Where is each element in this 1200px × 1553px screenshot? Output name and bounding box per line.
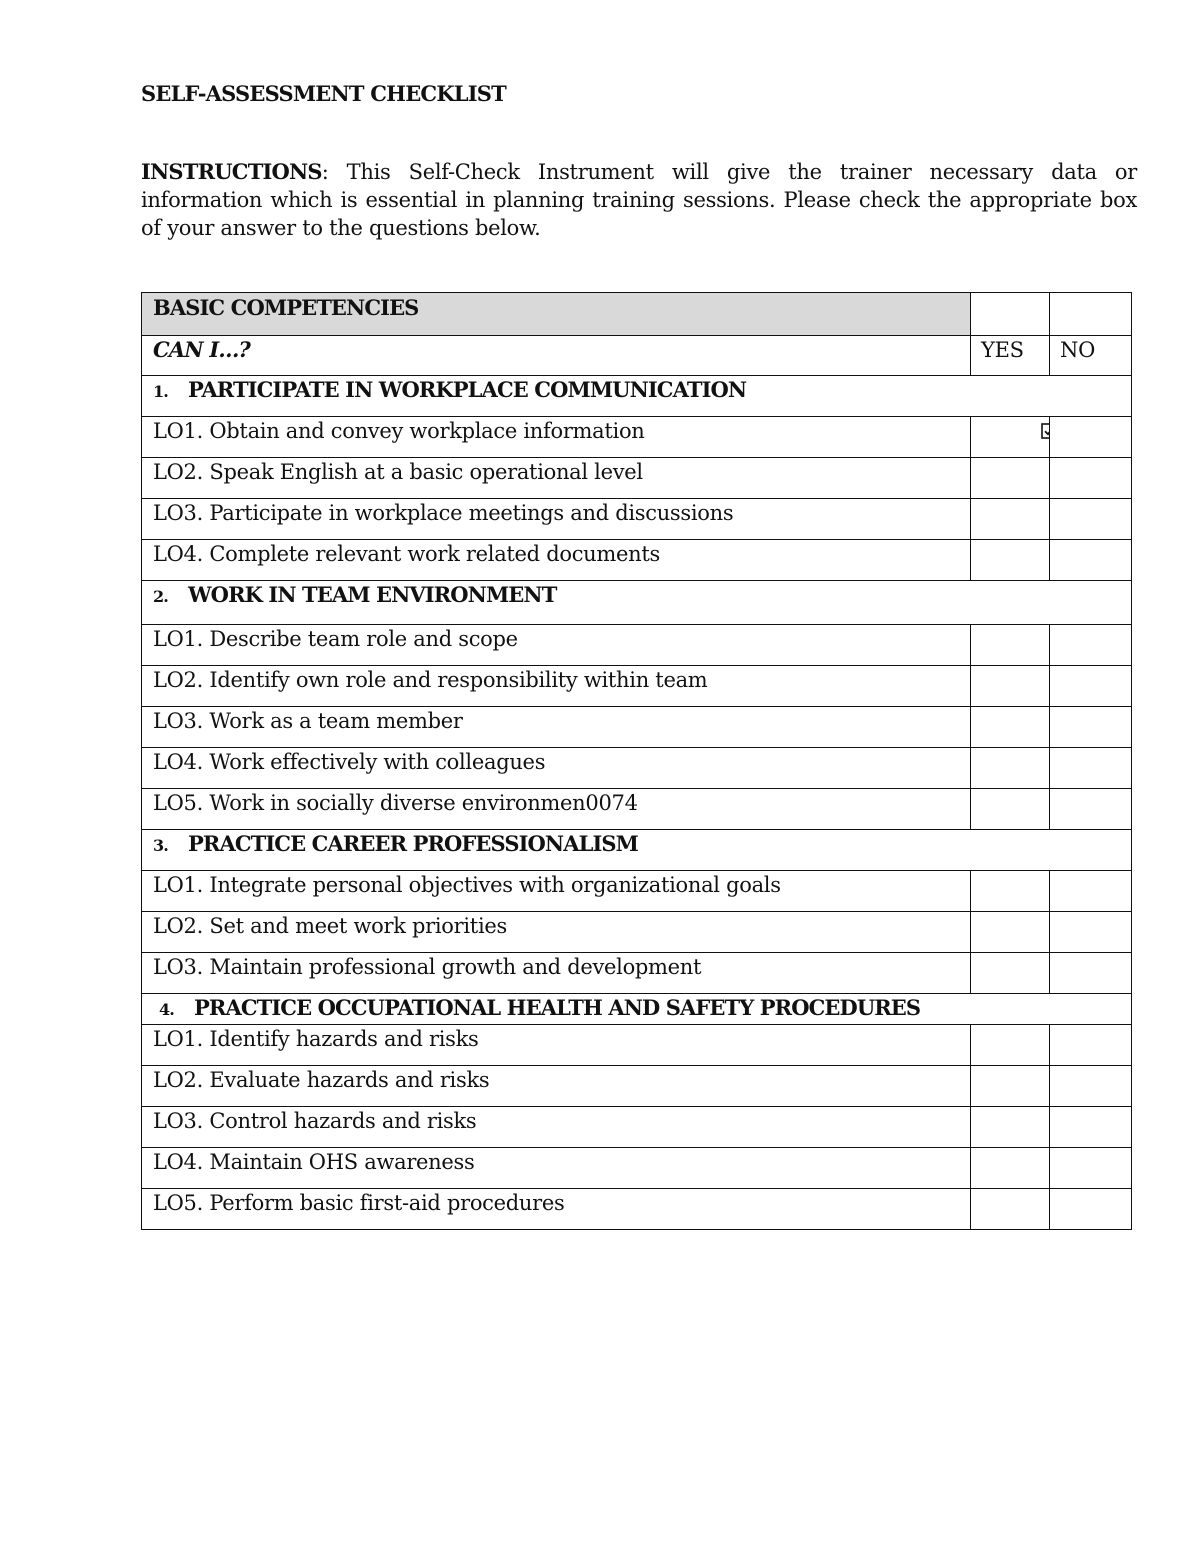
table-row — [142, 707, 1132, 748]
section-2-title-cell — [142, 581, 1132, 625]
header-no-blank-cell — [1050, 293, 1132, 336]
item-label: LO3. Control hazards and risks — [142, 1107, 971, 1148]
no-checkbox-cell[interactable] — [1050, 1025, 1132, 1066]
table-row — [142, 499, 1132, 540]
item-label: LO3. Work as a team member — [142, 707, 971, 748]
self-assessment-table — [141, 292, 1132, 1230]
item-label: LO5. Work in socially diverse environmen0074 — [142, 789, 971, 830]
section-row — [142, 830, 1132, 871]
no-checkbox-cell[interactable] — [1050, 912, 1132, 953]
checked-checkbox-icon[interactable] — [1041, 423, 1050, 439]
section-number: 3. — [153, 836, 168, 855]
no-checkbox-cell[interactable] — [1050, 417, 1132, 458]
item-label: LO3. Maintain professional growth and development — [142, 953, 971, 994]
item-label: LO1. Describe team role and scope — [142, 625, 971, 666]
item-label: LO1. Obtain and convey workplace information — [142, 417, 971, 458]
yes-checkbox-cell[interactable] — [971, 789, 1050, 830]
yes-checkbox-cell[interactable] — [971, 1025, 1050, 1066]
item-label: LO1. Integrate personal objectives with organizational goals — [142, 871, 971, 912]
item-label: LO3. Participate in workplace meetings and discussions — [142, 499, 971, 540]
yes-checkbox-cell[interactable] — [971, 1189, 1050, 1230]
item-label: LO4. Complete relevant work related documents — [142, 540, 971, 581]
yes-checkbox-cell[interactable] — [971, 499, 1050, 540]
section-4-title-cell — [142, 994, 1132, 1025]
table-row — [142, 417, 1132, 458]
instructions-text: : This Self-Check Instrument will give the trainer necessary data or information which is essential in planning training sessions. Please check the appropriate box of your answer to the questions below. — [141, 160, 1137, 240]
no-checkbox-cell[interactable] — [1050, 707, 1132, 748]
yes-checkbox-cell[interactable] — [971, 953, 1050, 994]
item-label: LO4. Maintain OHS awareness — [142, 1148, 971, 1189]
table-row — [142, 1107, 1132, 1148]
yes-checkbox-cell[interactable] — [971, 1148, 1050, 1189]
no-column-label: NO — [1050, 336, 1132, 376]
yes-checkbox-cell[interactable] — [971, 707, 1050, 748]
can-i-row — [142, 336, 1132, 376]
no-checkbox-cell[interactable] — [1050, 540, 1132, 581]
table-row — [142, 540, 1132, 581]
yes-checkbox-cell[interactable] — [971, 912, 1050, 953]
no-checkbox-cell[interactable] — [1050, 625, 1132, 666]
no-checkbox-cell[interactable] — [1050, 458, 1132, 499]
yes-checkbox-cell[interactable] — [971, 625, 1050, 666]
no-checkbox-cell[interactable] — [1050, 1148, 1132, 1189]
table-row — [142, 912, 1132, 953]
yes-checkbox-cell[interactable] — [971, 748, 1050, 789]
yes-checkbox-cell[interactable] — [971, 871, 1050, 912]
item-label: LO1. Identify hazards and risks — [142, 1025, 971, 1066]
section-row — [142, 994, 1132, 1025]
yes-checkbox-cell[interactable] — [971, 1066, 1050, 1107]
instructions-lead: INSTRUCTIONS — [141, 159, 322, 184]
table-row — [142, 789, 1132, 830]
no-checkbox-cell[interactable] — [1050, 953, 1132, 994]
section-1-title-cell — [142, 376, 1132, 417]
no-checkbox-cell[interactable] — [1050, 1107, 1132, 1148]
item-label: LO2. Set and meet work priorities — [142, 912, 971, 953]
table-row — [142, 458, 1132, 499]
table-row — [142, 625, 1132, 666]
no-checkbox-cell[interactable] — [1050, 871, 1132, 912]
section-title: PRACTICE CAREER PROFESSIONALISM — [188, 831, 638, 856]
no-checkbox-cell[interactable] — [1050, 789, 1132, 830]
no-checkbox-cell[interactable] — [1050, 1189, 1132, 1230]
table-row — [142, 748, 1132, 789]
section-number: 4. — [159, 1000, 174, 1019]
table-row — [142, 953, 1132, 994]
section-title: PRACTICE OCCUPATIONAL HEALTH AND SAFETY PROCEDURES — [194, 995, 921, 1020]
page-title: SELF-ASSESSMENT CHECKLIST — [141, 81, 506, 106]
item-label: LO2. Evaluate hazards and risks — [142, 1066, 971, 1107]
yes-checkbox-cell[interactable] — [971, 458, 1050, 499]
table-row — [142, 1189, 1132, 1230]
table-row — [142, 871, 1132, 912]
item-label: LO5. Perform basic first-aid procedures — [142, 1189, 971, 1230]
no-checkbox-cell[interactable] — [1050, 1066, 1132, 1107]
no-checkbox-cell[interactable] — [1050, 748, 1132, 789]
item-label: LO2. Identify own role and responsibility within team — [142, 666, 971, 707]
table-row — [142, 1148, 1132, 1189]
table-row — [142, 1025, 1132, 1066]
yes-checkbox-cell[interactable] — [971, 540, 1050, 581]
yes-checkbox-cell[interactable] — [971, 417, 1050, 458]
section-row — [142, 376, 1132, 417]
table-header-row — [142, 293, 1132, 336]
section-title: PARTICIPATE IN WORKPLACE COMMUNICATION — [188, 377, 747, 402]
instructions-paragraph — [141, 158, 1137, 242]
no-checkbox-cell[interactable] — [1050, 666, 1132, 707]
section-number: 1. — [153, 382, 168, 401]
yes-checkbox-cell[interactable] — [971, 666, 1050, 707]
table-row — [142, 666, 1132, 707]
no-checkbox-cell[interactable] — [1050, 499, 1132, 540]
section-number: 2. — [153, 587, 168, 606]
basic-competencies-header: BASIC COMPETENCIES — [142, 293, 971, 336]
can-i-label: CAN I…? — [142, 336, 971, 376]
yes-column-label: YES — [971, 336, 1050, 376]
item-label: LO2. Speak English at a basic operational level — [142, 458, 971, 499]
yes-checkbox-cell[interactable] — [971, 1107, 1050, 1148]
section-title: WORK IN TEAM ENVIRONMENT — [188, 582, 557, 607]
header-yes-blank-cell — [971, 293, 1050, 336]
section-row — [142, 581, 1132, 625]
section-3-title-cell — [142, 830, 1132, 871]
item-label: LO4. Work effectively with colleagues — [142, 748, 971, 789]
table-row — [142, 1066, 1132, 1107]
